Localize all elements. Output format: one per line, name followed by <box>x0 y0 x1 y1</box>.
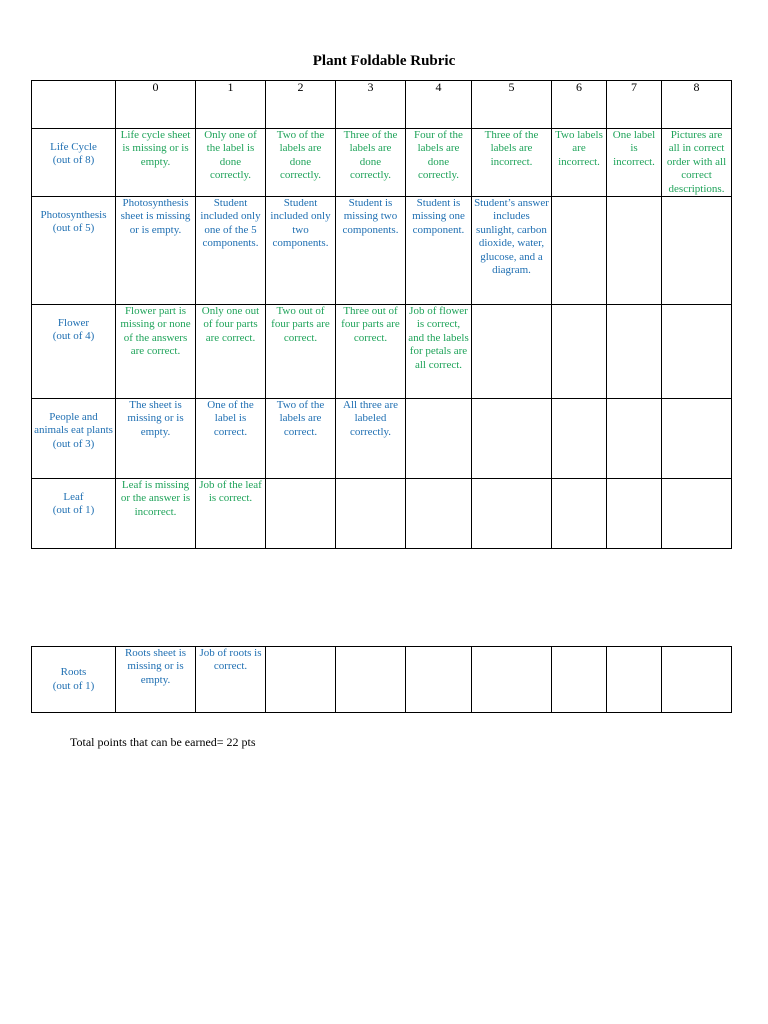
rubric-row <box>32 197 732 305</box>
category-points: (out of 1) <box>52 504 95 517</box>
page-title: Plant Foldable Rubric <box>312 53 456 69</box>
category-name: People and animals eat plants <box>34 411 113 437</box>
rubric-row <box>32 647 732 713</box>
score-header-1: 1 <box>196 81 266 129</box>
category-name: Life Cycle <box>50 141 97 153</box>
criteria-cell <box>662 305 732 399</box>
criteria-cell <box>406 479 472 549</box>
category-cell <box>32 399 116 479</box>
category-points: (out of 5) <box>52 222 95 235</box>
criteria-cell: Job of flower is correct, and the labels for petals are all correct. <box>406 305 472 399</box>
roots-table <box>31 646 732 713</box>
score-header-8: 8 <box>662 81 732 129</box>
criteria-cell: Only one out of four parts are correct. <box>196 305 266 399</box>
category-name: Photosynthesis <box>40 209 107 222</box>
criteria-cell <box>336 647 406 713</box>
criteria-cell <box>607 647 662 713</box>
criteria-cell: Only one of the label is done correctly. <box>196 129 266 197</box>
criteria-cell <box>552 197 607 305</box>
category-name: Leaf <box>63 491 84 504</box>
category-cell <box>32 479 116 549</box>
criteria-cell: All three are labeled correctly. <box>336 399 406 479</box>
score-header-7: 7 <box>607 81 662 129</box>
criteria-cell: Three out of four parts are correct. <box>336 305 406 399</box>
criteria-cell: Pictures are all in correct order with all correct descriptions. <box>662 129 732 197</box>
criteria-cell: Two of the labels are done correctly. <box>266 129 336 197</box>
criteria-cell <box>552 647 607 713</box>
criteria-cell: Three of the labels are incorrect. <box>472 129 552 197</box>
criteria-cell <box>662 647 732 713</box>
criteria-cell: Leaf is missing or the answer is incorrect. <box>116 479 196 549</box>
criteria-cell <box>662 197 732 305</box>
criteria-cell: Job of roots is correct. <box>196 647 266 713</box>
criteria-cell: Roots sheet is missing or is empty. <box>116 647 196 713</box>
header-row <box>32 81 732 129</box>
criteria-cell <box>472 479 552 549</box>
criteria-cell <box>607 197 662 305</box>
rubric-row <box>32 479 732 549</box>
total-points-note: Total points that can be earned= 22 pts <box>70 735 256 749</box>
criteria-cell: Student is missing two components. <box>336 197 406 305</box>
criteria-cell: Four of the labels are done correctly. <box>406 129 472 197</box>
criteria-cell: Student included only one of the 5 components. <box>196 197 266 305</box>
criteria-cell <box>266 647 336 713</box>
criteria-cell: One label is incorrect. <box>607 129 662 197</box>
score-header-3: 3 <box>336 81 406 129</box>
criteria-cell <box>607 399 662 479</box>
criteria-cell: The sheet is missing or is empty. <box>116 399 196 479</box>
criteria-cell <box>552 479 607 549</box>
criteria-cell <box>662 479 732 549</box>
criteria-cell: Student included only two components. <box>266 197 336 305</box>
criteria-cell <box>472 647 552 713</box>
criteria-cell: Job of the leaf is correct. <box>196 479 266 549</box>
category-cell <box>32 647 116 713</box>
category-cell <box>32 197 116 305</box>
criteria-cell: Flower part is missing or none of the answers are correct. <box>116 305 196 399</box>
criteria-cell <box>607 479 662 549</box>
criteria-cell: Life cycle sheet is missing or is empty. <box>116 129 196 197</box>
criteria-cell <box>662 399 732 479</box>
criteria-cell <box>472 399 552 479</box>
criteria-cell: Two of the labels are correct. <box>266 399 336 479</box>
criteria-cell: Photosynthesis sheet is missing or is empty. <box>116 197 196 305</box>
criteria-cell: Three of the labels are done correctly. <box>336 129 406 197</box>
category-points: (out of 4) <box>52 330 95 343</box>
score-header-2: 2 <box>266 81 336 129</box>
criteria-cell: Student is missing one component. <box>406 197 472 305</box>
category-points: (out of 3) <box>52 437 95 450</box>
criteria-cell <box>406 647 472 713</box>
criteria-cell: Student’s answer includes sunlight, carbon dioxide, water, glucose, and a diagram. <box>472 197 552 305</box>
score-header-0: 0 <box>116 81 196 129</box>
criteria-cell <box>266 479 336 549</box>
category-cell <box>32 305 116 399</box>
score-header-5: 5 <box>472 81 552 129</box>
criteria-cell <box>336 479 406 549</box>
criteria-cell: One of the label is correct. <box>196 399 266 479</box>
category-name: Roots <box>60 666 87 679</box>
rubric-row <box>32 129 732 197</box>
criteria-cell <box>472 305 552 399</box>
category-points: (out of 1) <box>52 679 95 692</box>
criteria-cell <box>607 305 662 399</box>
category-cell <box>32 129 116 197</box>
criteria-cell <box>406 399 472 479</box>
header-corner-cell <box>32 81 116 129</box>
criteria-cell: Two labels are incorrect. <box>552 129 607 197</box>
criteria-cell: Two out of four parts are correct. <box>266 305 336 399</box>
rubric-table <box>31 80 732 549</box>
rubric-row <box>32 305 732 399</box>
criteria-cell <box>552 305 607 399</box>
criteria-cell <box>552 399 607 479</box>
rubric-row <box>32 399 732 479</box>
category-points: (out of 8) <box>52 154 95 167</box>
category-name: Flower <box>57 317 90 330</box>
score-header-4: 4 <box>406 81 472 129</box>
score-header-6: 6 <box>552 81 607 129</box>
